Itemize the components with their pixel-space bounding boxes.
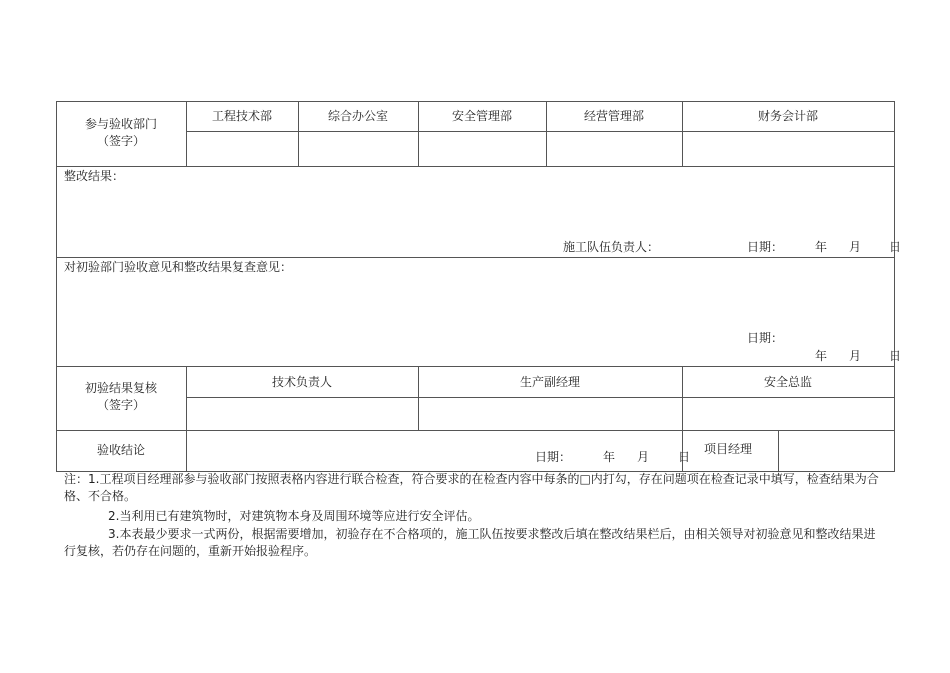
initial-review-sign-label: （签字）: [96, 398, 146, 412]
department-operations: 经营管理部: [583, 109, 645, 123]
construction-team-lead-label: 施工队伍负责人：: [563, 240, 660, 254]
conclusion-date-label: 日期：: [535, 450, 572, 464]
conclusion-date-year: 年: [603, 450, 616, 464]
review-date-day: 日: [889, 349, 902, 363]
rectification-date-day: 日: [889, 240, 902, 254]
note-3: 3.本表最少要求一式两份，根据需要增加，初验存在不合格项的，施工队伍按要求整改后填在整改结果栏后，由相关领导对初验意见和整改结果进行复核，若仍存在问题的，重新开始报验程序。: [64, 527, 876, 558]
review-opinion-title: 对初验部门验收意见和整改结果复查意见：: [64, 260, 293, 274]
review-date-label: 日期：: [747, 331, 784, 345]
role-technical-lead: 技术负责人: [271, 375, 333, 389]
review-date-year: 年: [815, 349, 828, 363]
participating-departments-label: 参与验收部门: [84, 117, 158, 131]
rectification-date-month: 月: [849, 240, 862, 254]
department-safety: 安全管理部: [451, 109, 513, 123]
conclusion-date-day: 日: [678, 450, 691, 464]
conclusion-date-month: 月: [637, 450, 650, 464]
department-general-office: 综合办公室: [327, 109, 389, 123]
project-manager-label: 项目经理: [704, 442, 753, 456]
initial-review-label: 初验结果复核: [84, 381, 158, 395]
note-1: 注：1.工程项目经理部参与验收部门按照表格内容进行联合检查，符合要求的在检查内容中每条的□内打勾，存在问题项在检查记录中填写，检查结果为合格、不合格。: [64, 472, 879, 503]
participating-departments-sign-label: （签字）: [96, 134, 146, 148]
role-production-deputy-manager: 生产副经理: [519, 375, 581, 389]
rectification-date-year: 年: [815, 240, 828, 254]
rectification-date-label: 日期：: [747, 240, 784, 254]
review-date-month: 月: [849, 349, 862, 363]
department-engineering: 工程技术部: [211, 109, 273, 123]
rectification-result-title: 整改结果：: [64, 169, 125, 183]
department-finance: 财务会计部: [757, 109, 819, 123]
acceptance-conclusion-label: 验收结论: [96, 443, 146, 457]
note-2: 2.当利用已有建筑物时，对建筑物本身及周围环境等应进行安全评估。: [108, 509, 480, 523]
role-safety-director: 安全总监: [763, 375, 813, 389]
